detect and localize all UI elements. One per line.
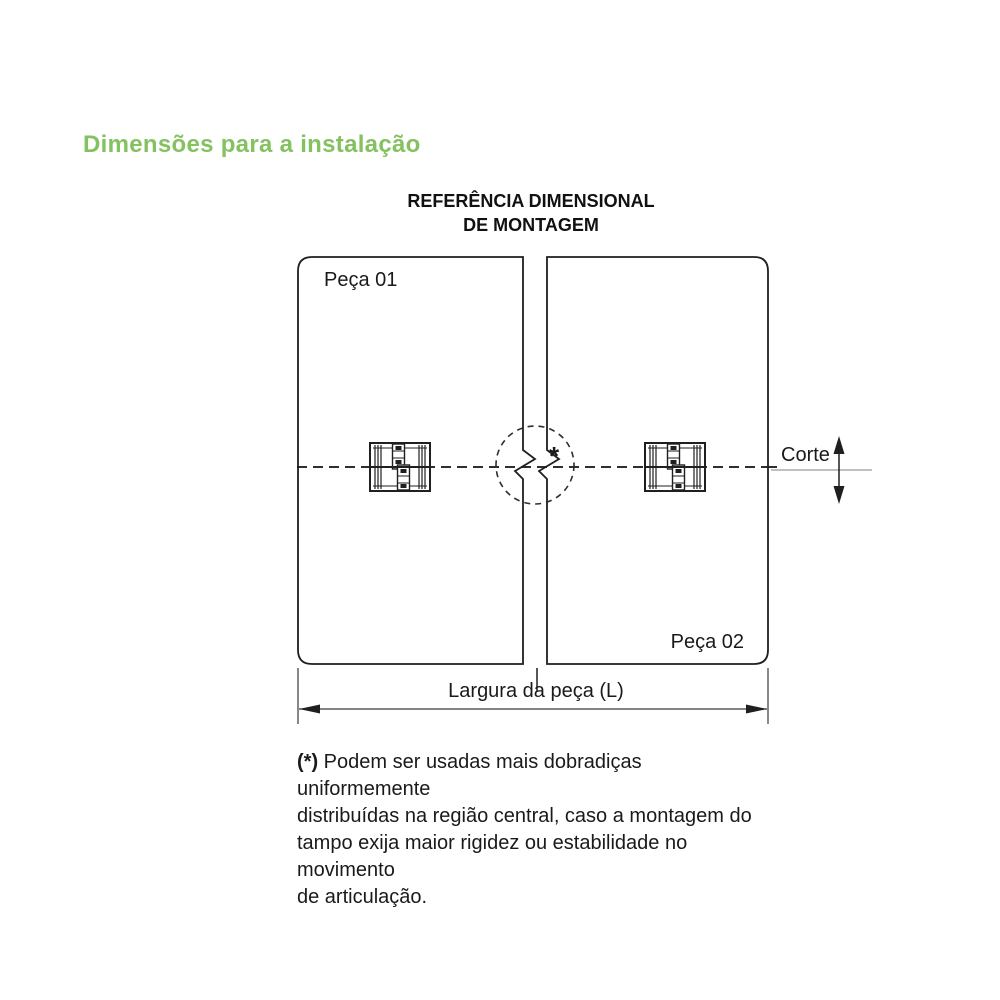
page-title: Dimensões para a instalação	[83, 131, 421, 158]
footnote-marker: (*)	[297, 751, 319, 773]
hinge-icon-left	[370, 443, 430, 491]
footnote-line-1	[297, 749, 777, 803]
corte-label: Corte	[781, 444, 830, 466]
asterisk-marker: *	[549, 441, 560, 471]
piece-01-label: Peça 01	[324, 269, 398, 291]
footnote	[297, 749, 777, 911]
break-detail-circle	[496, 426, 574, 504]
footnote-line-1-text: Podem ser usadas mais dobradiças uniformemente	[297, 751, 642, 800]
piece-02-label: Peça 02	[670, 631, 744, 653]
footnote-line-2: distribuídas na região central, caso a montagem do	[297, 805, 752, 827]
footnote-line-3: tampo exija maior rigidez ou estabilidade no movimento	[297, 832, 688, 881]
diagram-title-line2: DE MONTAGEM	[463, 215, 599, 235]
diagram-title-line1: REFERÊNCIA DIMENSIONAL	[407, 191, 655, 211]
width-dimension-line	[299, 705, 767, 714]
hinge-icon-right	[645, 443, 705, 491]
width-dimension-label: Largura da peça (L)	[448, 680, 624, 702]
footnote-line-4: de articulação.	[297, 886, 428, 908]
